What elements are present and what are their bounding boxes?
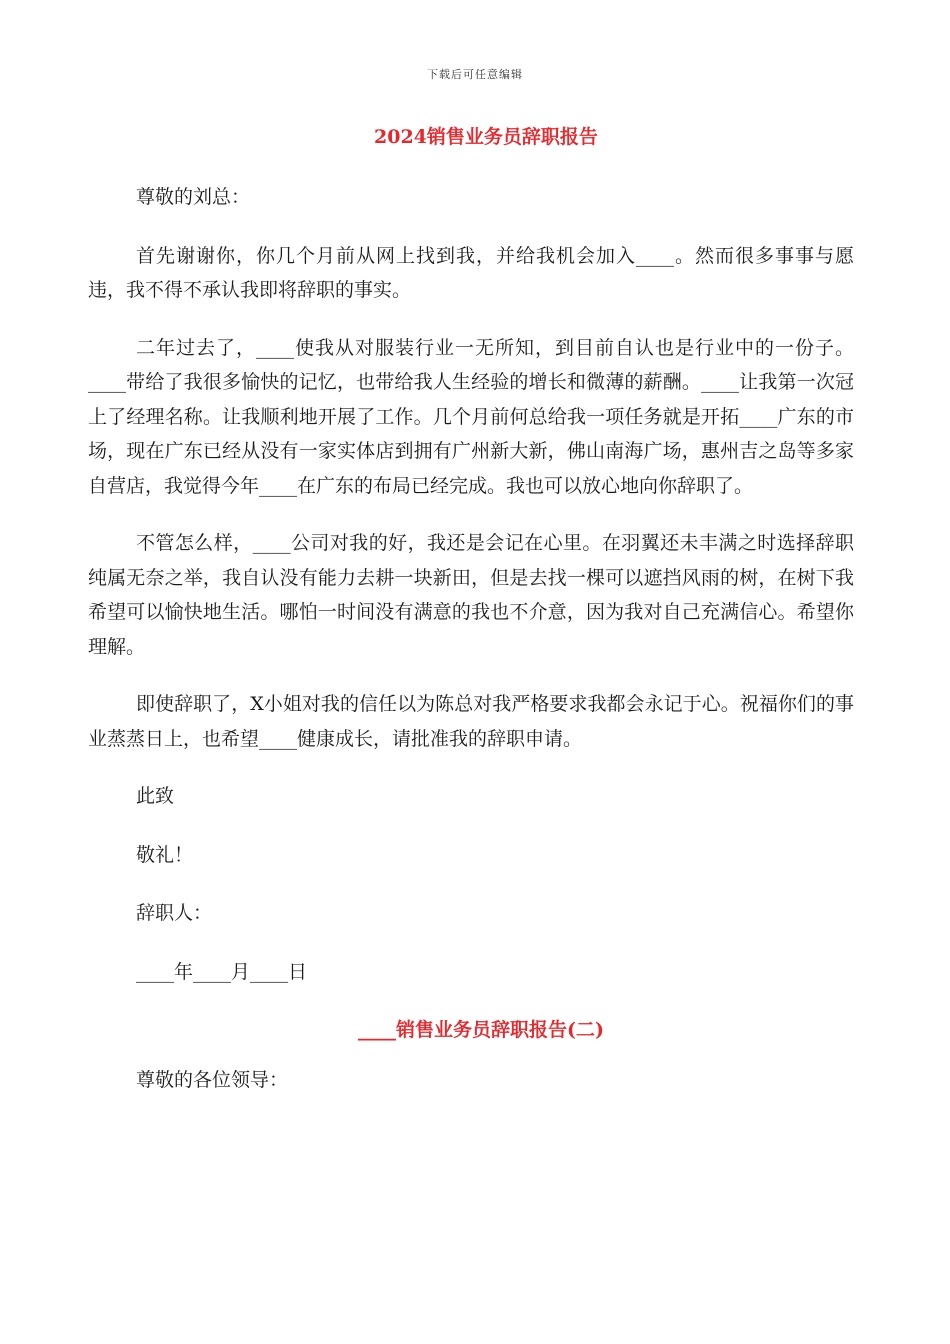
paragraph-3: 不管怎么样，____公司对我的好，我还是会记在心里。在羽翼还未丰满之时选择辞职纯属无奈之举，我自认没有能力去耕一块新田，但是去找一棵可以遮挡风雨的树，在树下我希望可以愉快地生活。哪怕一时间没有满意的我也不介意，因为我对自己充满信心。希望你理解。	[88, 532, 854, 658]
page-header-note: 下载后可任意编辑	[427, 68, 523, 81]
second-document-title: ____销售业务员辞职报告(二)	[358, 1019, 604, 1041]
closing-line-2: 敬礼！	[136, 843, 194, 866]
signer-label: 辞职人：	[136, 902, 213, 924]
second-salutation: 尊敬的各位领导：	[136, 1069, 289, 1091]
paragraph-2: 二年过去了，____使我从对服装行业一无所知，到目前自认也是行业中的一份子。____带给了我很多愉快的记忆，也带给我人生经验的增长和微薄的薪酬。____让我第一次冠上了经理名称。让我顺利地开展了工作。几个月前何总给我一项任务就是开拓____广东的市场，现在广东已经从没有一家实体店到拥有广州新大新，佛山南海广场，惠州吉之岛等多家自营店，我觉得今年____在广东的布局已经完成。我也可以放心地向你辞职了。	[88, 336, 854, 497]
paragraph-4: 即使辞职了，X小姐对我的信任以为陈总对我严格要求我都会永记于心。祝福你们的事业蒸蒸日上，也希望____健康成长，请批准我的辞职申请。	[88, 693, 854, 750]
document-title: 2024销售业务员辞职报告	[374, 126, 598, 148]
date-line: ____年____月____日	[136, 960, 308, 983]
paragraph-1: 首先谢谢你，你几个月前从网上找到我，并给我机会加入____。然而很多事事与愿违，我不得不承认我即将辞职的事实。	[88, 244, 854, 301]
closing-line-1: 此致	[136, 785, 175, 807]
salutation: 尊敬的刘总：	[136, 186, 251, 208]
document-body	[88, 120, 854, 1122]
